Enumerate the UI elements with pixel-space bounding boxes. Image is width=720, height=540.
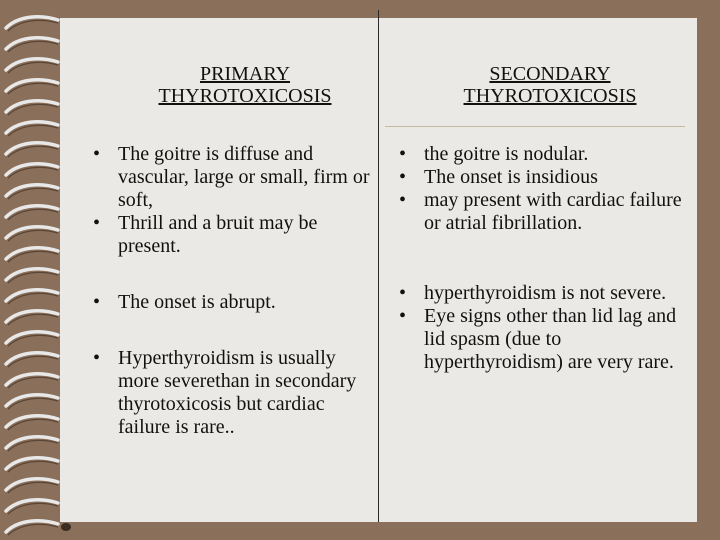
secondary-severity-list — [392, 282, 692, 374]
binding-ring — [6, 521, 71, 535]
column-divider — [378, 10, 379, 522]
secondary-features-list — [392, 143, 702, 235]
primary-heading — [130, 63, 360, 107]
secondary-heading — [430, 63, 670, 107]
list-item: • Thrill and a bruit may be present. — [86, 212, 376, 258]
list-item: • The goitre is diffuse and vascular, large or small, firm or soft, — [86, 143, 376, 212]
primary-heading-line2: THYROTOXICOSIS — [158, 85, 332, 107]
secondary-heading-line2: THYROTOXICOSIS — [463, 85, 637, 107]
list-item: • may present with cardiac failure or atrial fibrillation. — [392, 189, 702, 235]
list-item: • The onset is insidious — [392, 166, 702, 189]
list-item: • Eye signs other than lid lag and lid spasm (due to hyperthyroidism) are very rare. — [392, 305, 692, 374]
list-item: • hyperthyroidism is not severe. — [392, 282, 692, 305]
primary-features-list — [86, 143, 376, 439]
header-rule — [385, 126, 685, 127]
list-item: • The onset is abrupt. — [86, 291, 376, 314]
secondary-heading-line1: SECONDARY — [489, 63, 611, 85]
list-item: • Hyperthyroidism is usually more severethan in secondary thyrotoxicosis but cardiac failure is rare.. — [86, 347, 376, 439]
primary-heading-line1: PRIMARY — [199, 63, 291, 85]
list-item: • the goitre is nodular. — [392, 143, 702, 166]
